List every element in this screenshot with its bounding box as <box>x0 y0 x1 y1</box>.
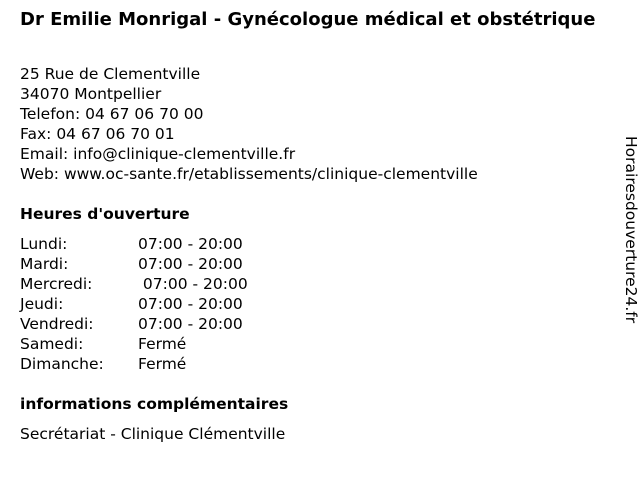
additional-info-text: Secrétariat - Clinique Clémentville <box>20 425 286 443</box>
address-city: 34070 Montpellier <box>20 85 162 103</box>
time-value: Fermé <box>138 335 187 353</box>
day-label: Dimanche: <box>20 355 104 373</box>
phone-number: Telefon: 04 67 06 70 00 <box>20 105 204 123</box>
day-label: Lundi: <box>20 235 68 253</box>
site-watermark: Horairesdouverture24.fr <box>622 136 640 324</box>
time-value: 07:00 - 20:00 <box>138 315 243 333</box>
day-label: Vendredi: <box>20 315 94 333</box>
time-value: 07:00 - 20:00 <box>138 255 243 273</box>
email-address: Email: info@clinique-clementville.fr <box>20 145 296 163</box>
time-value: 07:00 - 20:00 <box>138 295 243 313</box>
day-label: Samedi: <box>20 335 84 353</box>
additional-info-heading: informations complémentaires <box>20 395 289 413</box>
page-title: Dr Emilie Monrigal - Gynécologue médical et obstétrique <box>20 9 596 30</box>
time-value: 07:00 - 20:00 <box>138 235 243 253</box>
fax-number: Fax: 04 67 06 70 01 <box>20 125 175 143</box>
day-label: Mardi: <box>20 255 69 273</box>
opening-hours-heading: Heures d'ouverture <box>20 205 190 223</box>
address-street: 25 Rue de Clementville <box>20 65 201 83</box>
contact-block <box>20 64 478 184</box>
time-value: Fermé <box>138 355 187 373</box>
website-url: Web: www.oc-sante.fr/etablissements/clinique-clementville <box>20 165 478 183</box>
day-label: Jeudi: <box>20 295 64 313</box>
day-label: Mercredi: <box>20 275 93 293</box>
time-value: 07:00 - 20:00 <box>138 275 248 293</box>
